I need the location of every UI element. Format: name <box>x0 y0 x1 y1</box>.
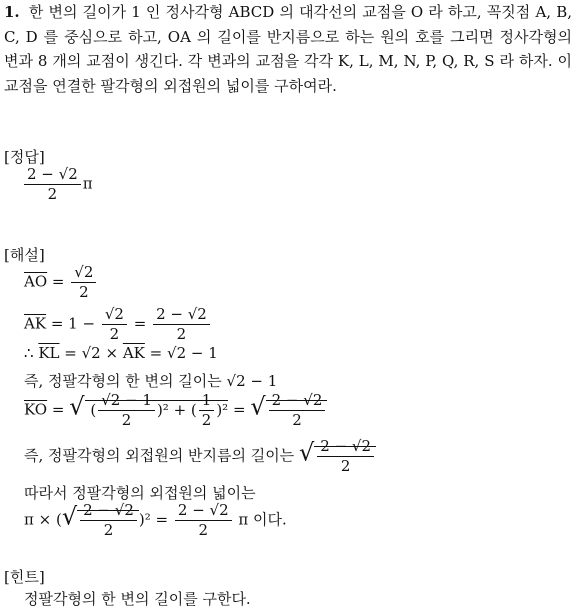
segment-ak: $\overline{AK}$ <box>24 314 47 333</box>
answer-numerator: 2 − √2 <box>24 166 81 185</box>
solution-heading: [해설] <box>4 246 45 264</box>
fraction-denominator: 2 <box>103 521 114 539</box>
expression-text: π 이다. <box>238 510 287 529</box>
segment-ao: $\overline{AO}$ <box>24 272 48 291</box>
problem-number: 1. <box>4 3 20 21</box>
paren: ( <box>90 400 97 419</box>
expression-text: = √2 − 1 <box>149 344 218 362</box>
fraction-denominator: 2 <box>121 411 132 429</box>
sqrt-expression: √ $\frac{2 - √2}{2}$ <box>62 502 139 539</box>
fraction-numerator: 2 − √2 <box>317 438 374 457</box>
answer-heading: [정답] <box>4 148 45 166</box>
equals-sign: = <box>51 272 65 291</box>
fraction-numerator: 2 − √2 <box>153 306 210 325</box>
fraction-denominator: 2 <box>198 521 209 539</box>
expression-text: √2 − 1 <box>226 372 278 390</box>
sqrt-expression: √ ( $\frac{√2 - 1}{2}$ )² + ( $\frac{1}{2}$ )² <box>69 391 229 429</box>
problem-body: 한 변의 길이가 1 인 정사각형 ABCD 의 대각선의 교점을 O 라 하고, 꼭짓점 A, B, C, D 를 중심으로 하고, OA 의 길이를 반지름으로 하는 원의 호를 그리면 정사각형의 변과 8 개의 교점이 생긴다. 각 변과의 교점을 각각 K, L, M, N, P, Q, R, S 라 하자. 이 교점을 연결한 팔각형의 외접원의 넓이를 구하여라. <box>4 3 572 95</box>
fraction-numerator: 1 <box>199 392 215 411</box>
fraction-numerator: √2 <box>71 264 96 283</box>
fraction-numerator: √2 <box>102 306 127 325</box>
equals-sign: = <box>51 400 65 419</box>
problem-text <box>4 0 572 98</box>
fraction-denominator: 2 <box>176 325 187 343</box>
segment-kl: $\overline{KL}$ <box>38 344 60 362</box>
expression-text: )² + ( <box>156 400 197 419</box>
equals-sign: = <box>133 314 147 333</box>
fraction-denominator: 2 <box>292 411 302 429</box>
equals-sign: = <box>232 400 246 419</box>
answer-denominator: 2 <box>47 185 58 203</box>
equals-sign: = <box>155 510 169 529</box>
segment-ak: $\overline{AK}$ <box>122 344 145 362</box>
fraction-denominator: 2 <box>79 283 89 301</box>
expression-text: )² <box>138 510 151 529</box>
answer-value <box>22 166 93 203</box>
segment-ko: $\overline{KO}$ <box>24 400 48 419</box>
fraction-numerator: √2 − 1 <box>98 392 155 411</box>
fraction-numerator: 2 − √2 <box>269 392 326 411</box>
solution-line-4 <box>24 370 277 391</box>
fraction-denominator: 2 <box>340 457 351 475</box>
fraction-denominator: 2 <box>201 411 212 429</box>
sqrt-radicand <box>85 391 229 429</box>
korean-text: 즉, 정팔각형의 외접원의 반지름의 길이는 <box>24 446 295 465</box>
fraction-numerator: 2 − √2 <box>80 502 137 521</box>
solution-line-5 <box>24 392 327 429</box>
solution-line-1 <box>24 264 98 301</box>
solution-line-2 <box>24 306 212 343</box>
sqrt-expression: √ $\frac{2 - √2}{2}$ <box>299 438 376 475</box>
expression-text: π × ( <box>24 510 62 529</box>
solution-line-3 <box>24 344 218 362</box>
expression-text: )² <box>216 400 229 419</box>
solution-line-7: 따라서 정팔각형의 외접원의 넓이는 <box>24 484 256 502</box>
equals-one-minus: = 1 − <box>50 314 96 333</box>
fraction-numerator: 2 − √2 <box>175 502 232 521</box>
fraction-denominator: 2 <box>109 325 120 343</box>
korean-text: 즉, 정팔각형의 한 변의 길이는 <box>24 372 222 390</box>
therefore-symbol: ∴ <box>24 344 34 362</box>
hint-heading: [힌트] <box>4 568 45 586</box>
sqrt-expression: √ $\frac{2 - √2}{2}$ <box>250 392 327 429</box>
solution-line-8 <box>24 502 287 539</box>
solution-line-6 <box>24 438 376 475</box>
expression-text: = √2 × <box>64 344 119 362</box>
hint-text: 정팔각형의 한 변의 길이를 구한다. <box>24 590 251 608</box>
answer-pi: π <box>82 174 93 193</box>
